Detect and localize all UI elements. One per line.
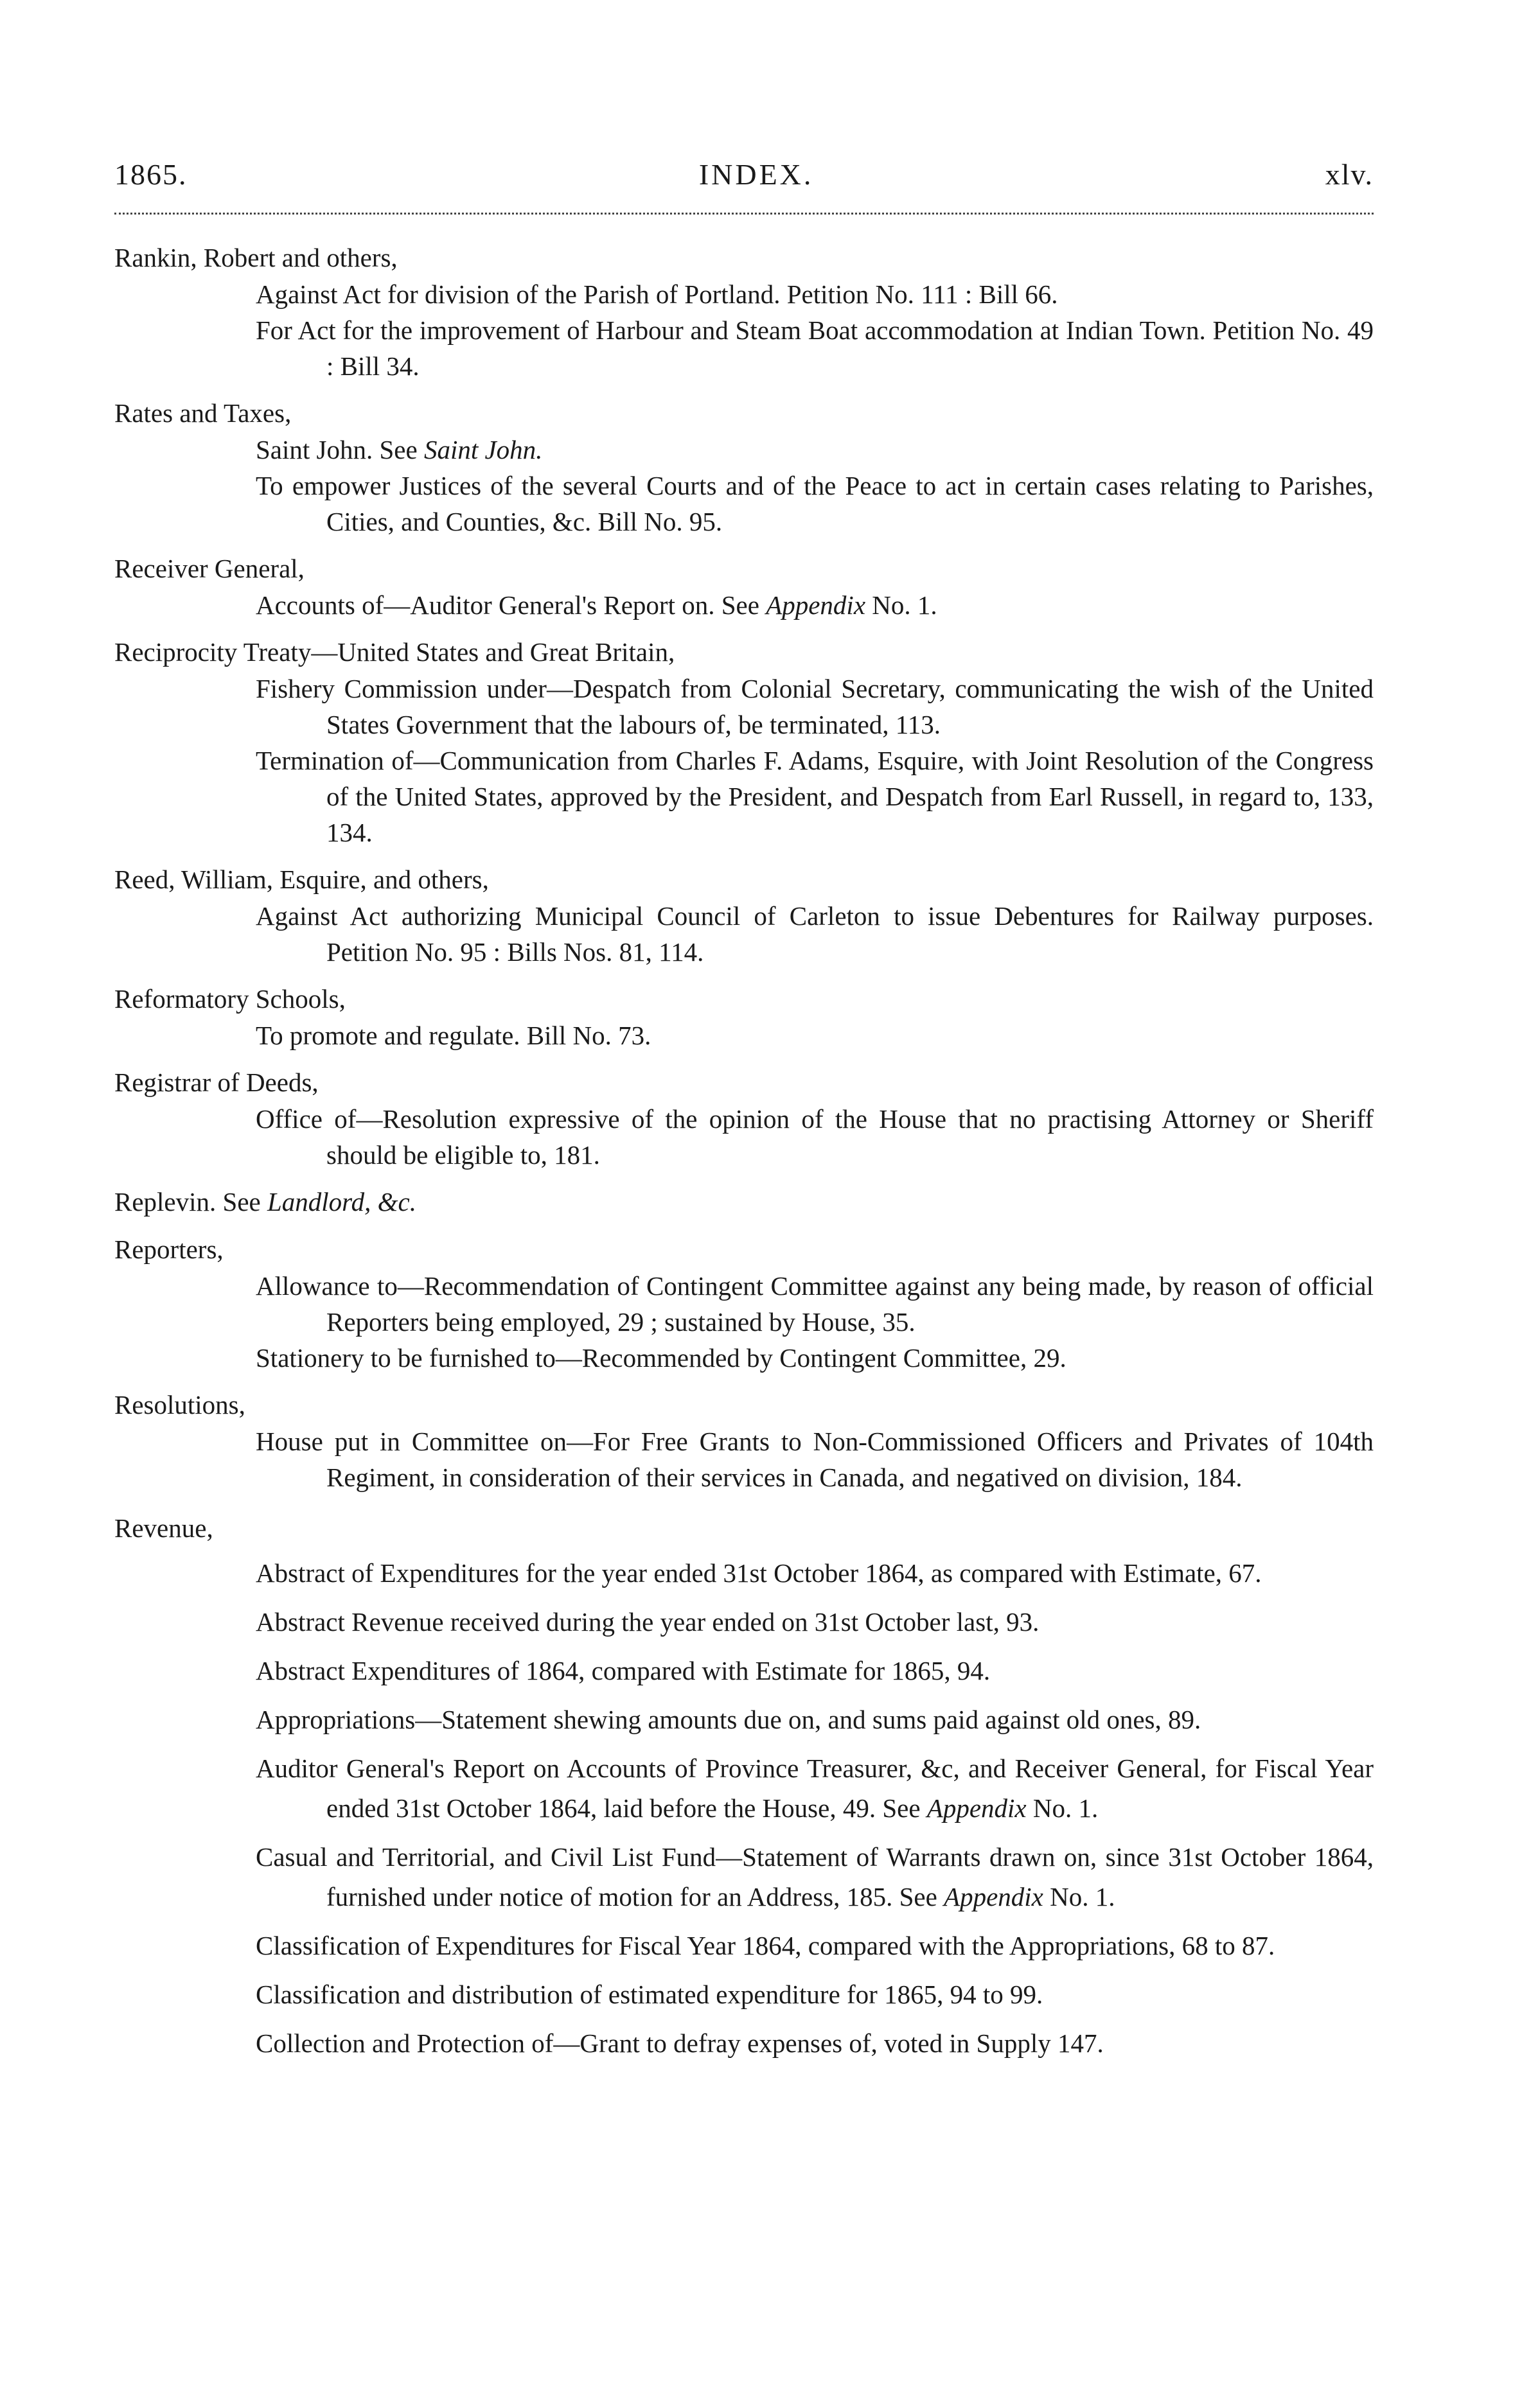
entry-heading: Reed, William, Esquire, and others,	[114, 865, 489, 894]
entry-heading: Revenue,	[114, 1513, 213, 1543]
entry-subentry: Abstract Expenditures of 1864, compared with Estimate for 1865, 94.	[256, 1656, 991, 1685]
entry-subentry: Allowance to—Recommendation of Contingent Committee against any being made, by reason of official Reporters being employed, 29 ; sustained by House, 35.	[256, 1271, 1374, 1337]
entry-heading: Resolutions,	[114, 1390, 245, 1419]
entry-subentry: Fishery Commission under—Despatch from Colonial Secretary, communicating the wish of the United States Government that the labours of, be terminated, 113.	[256, 674, 1374, 739]
entry-heading: Receiver General,	[114, 554, 305, 583]
index-entry-resolutions	[114, 1386, 1374, 1495]
running-head	[114, 157, 1374, 198]
index-entry-receiver-general	[114, 550, 1374, 623]
entry-subentry: Appropriations—Statement shewing amounts due on, and sums paid against old ones, 89.	[256, 1705, 1201, 1734]
entry-subentry: Casual and Territorial, and Civil List Fund—Statement of Warrants drawn on, since 31st October 1864, furnished under notice of motion for an Address, 185. See Appendix No. 1.	[256, 1842, 1374, 1911]
entry-heading: Reporters,	[114, 1235, 224, 1264]
entry-subentry: To empower Justices of the several Courts and of the Peace to act in certain cases relating to Parishes, Cities, and Counties, &c. Bill No. 95.	[256, 471, 1374, 536]
entry-subentry: To promote and regulate. Bill No. 73.	[256, 1021, 651, 1050]
entry-subentry: For Act for the improvement of Harbour and Steam Boat accommodation at Indian Town. Petition No. 49 : Bill 34.	[256, 315, 1374, 381]
index-entry-reporters	[114, 1231, 1374, 1376]
index-entry-rankin	[114, 239, 1374, 384]
entry-subentry: Saint John. See Saint John.	[256, 435, 543, 464]
entry-subentry: Abstract Revenue received during the year ended on 31st October last, 93.	[256, 1607, 1040, 1637]
entry-subentry: Against Act for division of the Parish of Portland. Petition No. 111 : Bill 66.	[256, 279, 1058, 309]
entry-heading: Reformatory Schools,	[114, 984, 346, 1014]
entry-heading: Rankin, Robert and others,	[114, 243, 398, 272]
entry-heading: Rates and Taxes,	[114, 398, 292, 428]
entry-heading: Reciprocity Treaty—United States and Great Britain,	[114, 637, 675, 667]
entry-subentry: Accounts of—Auditor General's Report on. See Appendix No. 1.	[256, 590, 937, 620]
entry-subentry: Abstract of Expenditures for the year ended 31st October 1864, as compared with Estimate, 67.	[256, 1558, 1262, 1588]
entry-subentry: Classification and distribution of estimated expenditure for 1865, 94 to 99.	[256, 1980, 1043, 2009]
index-entry-reciprocity-treaty	[114, 633, 1374, 850]
header-year: 1865.	[114, 158, 188, 191]
entry-heading: Registrar of Deeds,	[114, 1068, 319, 1097]
entry-subentry: Classification of Expenditures for Fiscal Year 1864, compared with the Appropriations, 68 to 87.	[256, 1931, 1275, 1960]
index-entry-reed	[114, 861, 1374, 970]
entry-subentry: Collection and Protection of—Grant to defray expenses of, voted in Supply 147.	[256, 2028, 1104, 2058]
index-page	[114, 157, 1374, 2073]
entry-subentry: Stationery to be furnished to—Recommended by Contingent Committee, 29.	[256, 1343, 1066, 1373]
header-rule	[114, 213, 1374, 215]
entry-subentry: Office of—Resolution expressive of the opinion of the House that no practising Attorney or Sheriff should be eligible to, 181.	[256, 1104, 1374, 1170]
entry-subentry: Auditor General's Report on Accounts of Province Treasurer, &c, and Receiver General, for Fiscal Year ended 31st October 1864, laid before the House, 49. See Appendix No. 1.	[256, 1753, 1374, 1823]
index-entry-revenue	[114, 1509, 1374, 2063]
index-entry-replevin	[114, 1183, 1374, 1220]
header-title: INDEX.	[698, 158, 814, 191]
index-entry-reformatory-schools	[114, 980, 1374, 1053]
index-entry-rates-and-taxes	[114, 394, 1374, 540]
header-page-number: xlv.	[1325, 158, 1374, 191]
index-entry-registrar-of-deeds	[114, 1064, 1374, 1173]
entry-subentry: Termination of—Communication from Charles F. Adams, Esquire, with Joint Resolution of the Congress of the United States, approved by the President, and Despatch from Earl Russell, in regard to, 133, 134.	[256, 746, 1374, 847]
entry-subentry: House put in Committee on—For Free Grants to Non-Commissioned Officers and Privates of 104th Regiment, in consideration of their services in Canada, and negatived on division, 184.	[256, 1427, 1374, 1492]
entry-subentry: Against Act authorizing Municipal Council of Carleton to issue Debentures for Railway purposes. Petition No. 95 : Bills Nos. 81, 114.	[256, 901, 1374, 967]
entry-heading: Replevin. See Landlord, &c.	[114, 1187, 416, 1217]
